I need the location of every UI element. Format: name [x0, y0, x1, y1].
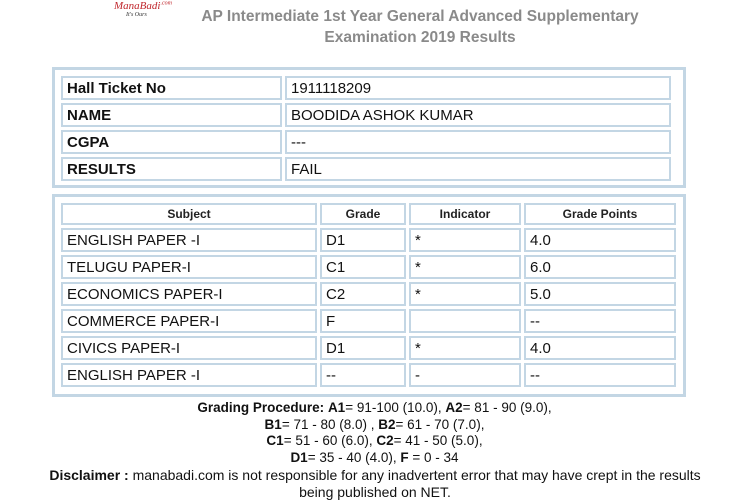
cgpa-row	[61, 130, 671, 154]
name-value: BOODIDA ASHOK KUMAR	[285, 103, 671, 127]
header-indicator: Indicator	[409, 203, 521, 225]
table-row	[61, 336, 676, 360]
manabadi-logo[interactable]	[114, 0, 182, 22]
table-row	[61, 363, 676, 387]
grading-procedure	[0, 400, 749, 466]
hall-ticket-row	[61, 76, 671, 100]
subject-cell: TELUGU PAPER-I	[61, 255, 317, 279]
subject-cell: COMMERCE PAPER-I	[61, 309, 317, 333]
points-cell: 4.0	[524, 228, 676, 252]
table-row	[61, 255, 676, 279]
points-cell: 6.0	[524, 255, 676, 279]
subject-cell: ECONOMICS PAPER-I	[61, 282, 317, 306]
subject-cell: ENGLISH PAPER -I	[61, 228, 317, 252]
grade-cell: D1	[320, 228, 406, 252]
points-cell: 4.0	[524, 336, 676, 360]
grade-cell: C1	[320, 255, 406, 279]
results-label: RESULTS	[61, 157, 282, 181]
grade-cell: --	[320, 363, 406, 387]
logo-suffix: .com	[160, 0, 172, 7]
marks-header-row	[61, 203, 676, 225]
indicator-cell: *	[409, 228, 521, 252]
table-row	[61, 309, 676, 333]
subject-cell: CIVICS PAPER-I	[61, 336, 317, 360]
results-row	[61, 157, 671, 181]
hall-ticket-label: Hall Ticket No	[61, 76, 282, 100]
name-row	[61, 103, 671, 127]
table-row	[61, 282, 676, 306]
disclaimer-label: Disclaimer :	[49, 467, 129, 483]
cgpa-label: CGPA	[61, 130, 282, 154]
grading-line-1: Grading Procedure: A1= 91-100 (10.0), A2= 81 - 90 (9.0),	[197, 400, 552, 415]
points-cell: --	[524, 309, 676, 333]
points-cell: 5.0	[524, 282, 676, 306]
indicator-cell: *	[409, 255, 521, 279]
grade-cell: F	[320, 309, 406, 333]
page-title	[185, 6, 655, 48]
cgpa-value: ---	[285, 130, 671, 154]
points-cell: --	[524, 363, 676, 387]
indicator-cell: *	[409, 336, 521, 360]
grading-line-4: D1= 35 - 40 (4.0), F = 0 - 34	[290, 449, 459, 465]
table-row	[61, 228, 676, 252]
disclaimer	[40, 467, 710, 501]
grade-cell: D1	[320, 336, 406, 360]
hall-ticket-value: 1911118209	[285, 76, 671, 100]
student-info-table	[58, 73, 674, 184]
logo-tagline: It's Ours	[126, 12, 147, 18]
header-grade: Grade	[320, 203, 406, 225]
indicator-cell	[409, 309, 521, 333]
results-value: FAIL	[285, 157, 671, 181]
student-info-panel	[52, 67, 686, 188]
marks-panel	[52, 194, 686, 397]
header-subject: Subject	[61, 203, 317, 225]
title-line-2: Examination 2019 Results	[324, 29, 516, 46]
name-label: NAME	[61, 103, 282, 127]
indicator-cell: -	[409, 363, 521, 387]
grading-line-2: B1= 71 - 80 (8.0) , B2= 61 - 70 (7.0),	[264, 416, 485, 432]
title-line-1: AP Intermediate 1st Year General Advanced Supplementary	[201, 8, 639, 25]
grade-cell: C2	[320, 282, 406, 306]
logo-brand: ManaBadi	[114, 0, 161, 12]
disclaimer-text: manabadi.com is not responsible for any inadvertent error that may have crept in the results being published on NET.	[128, 467, 701, 500]
subject-cell: ENGLISH PAPER -I	[61, 363, 317, 387]
header-grade-points: Grade Points	[524, 203, 676, 225]
indicator-cell: *	[409, 282, 521, 306]
grading-line-3: C1= 51 - 60 (6.0), C2= 41 - 50 (5.0),	[266, 433, 483, 448]
marks-table	[58, 200, 679, 390]
